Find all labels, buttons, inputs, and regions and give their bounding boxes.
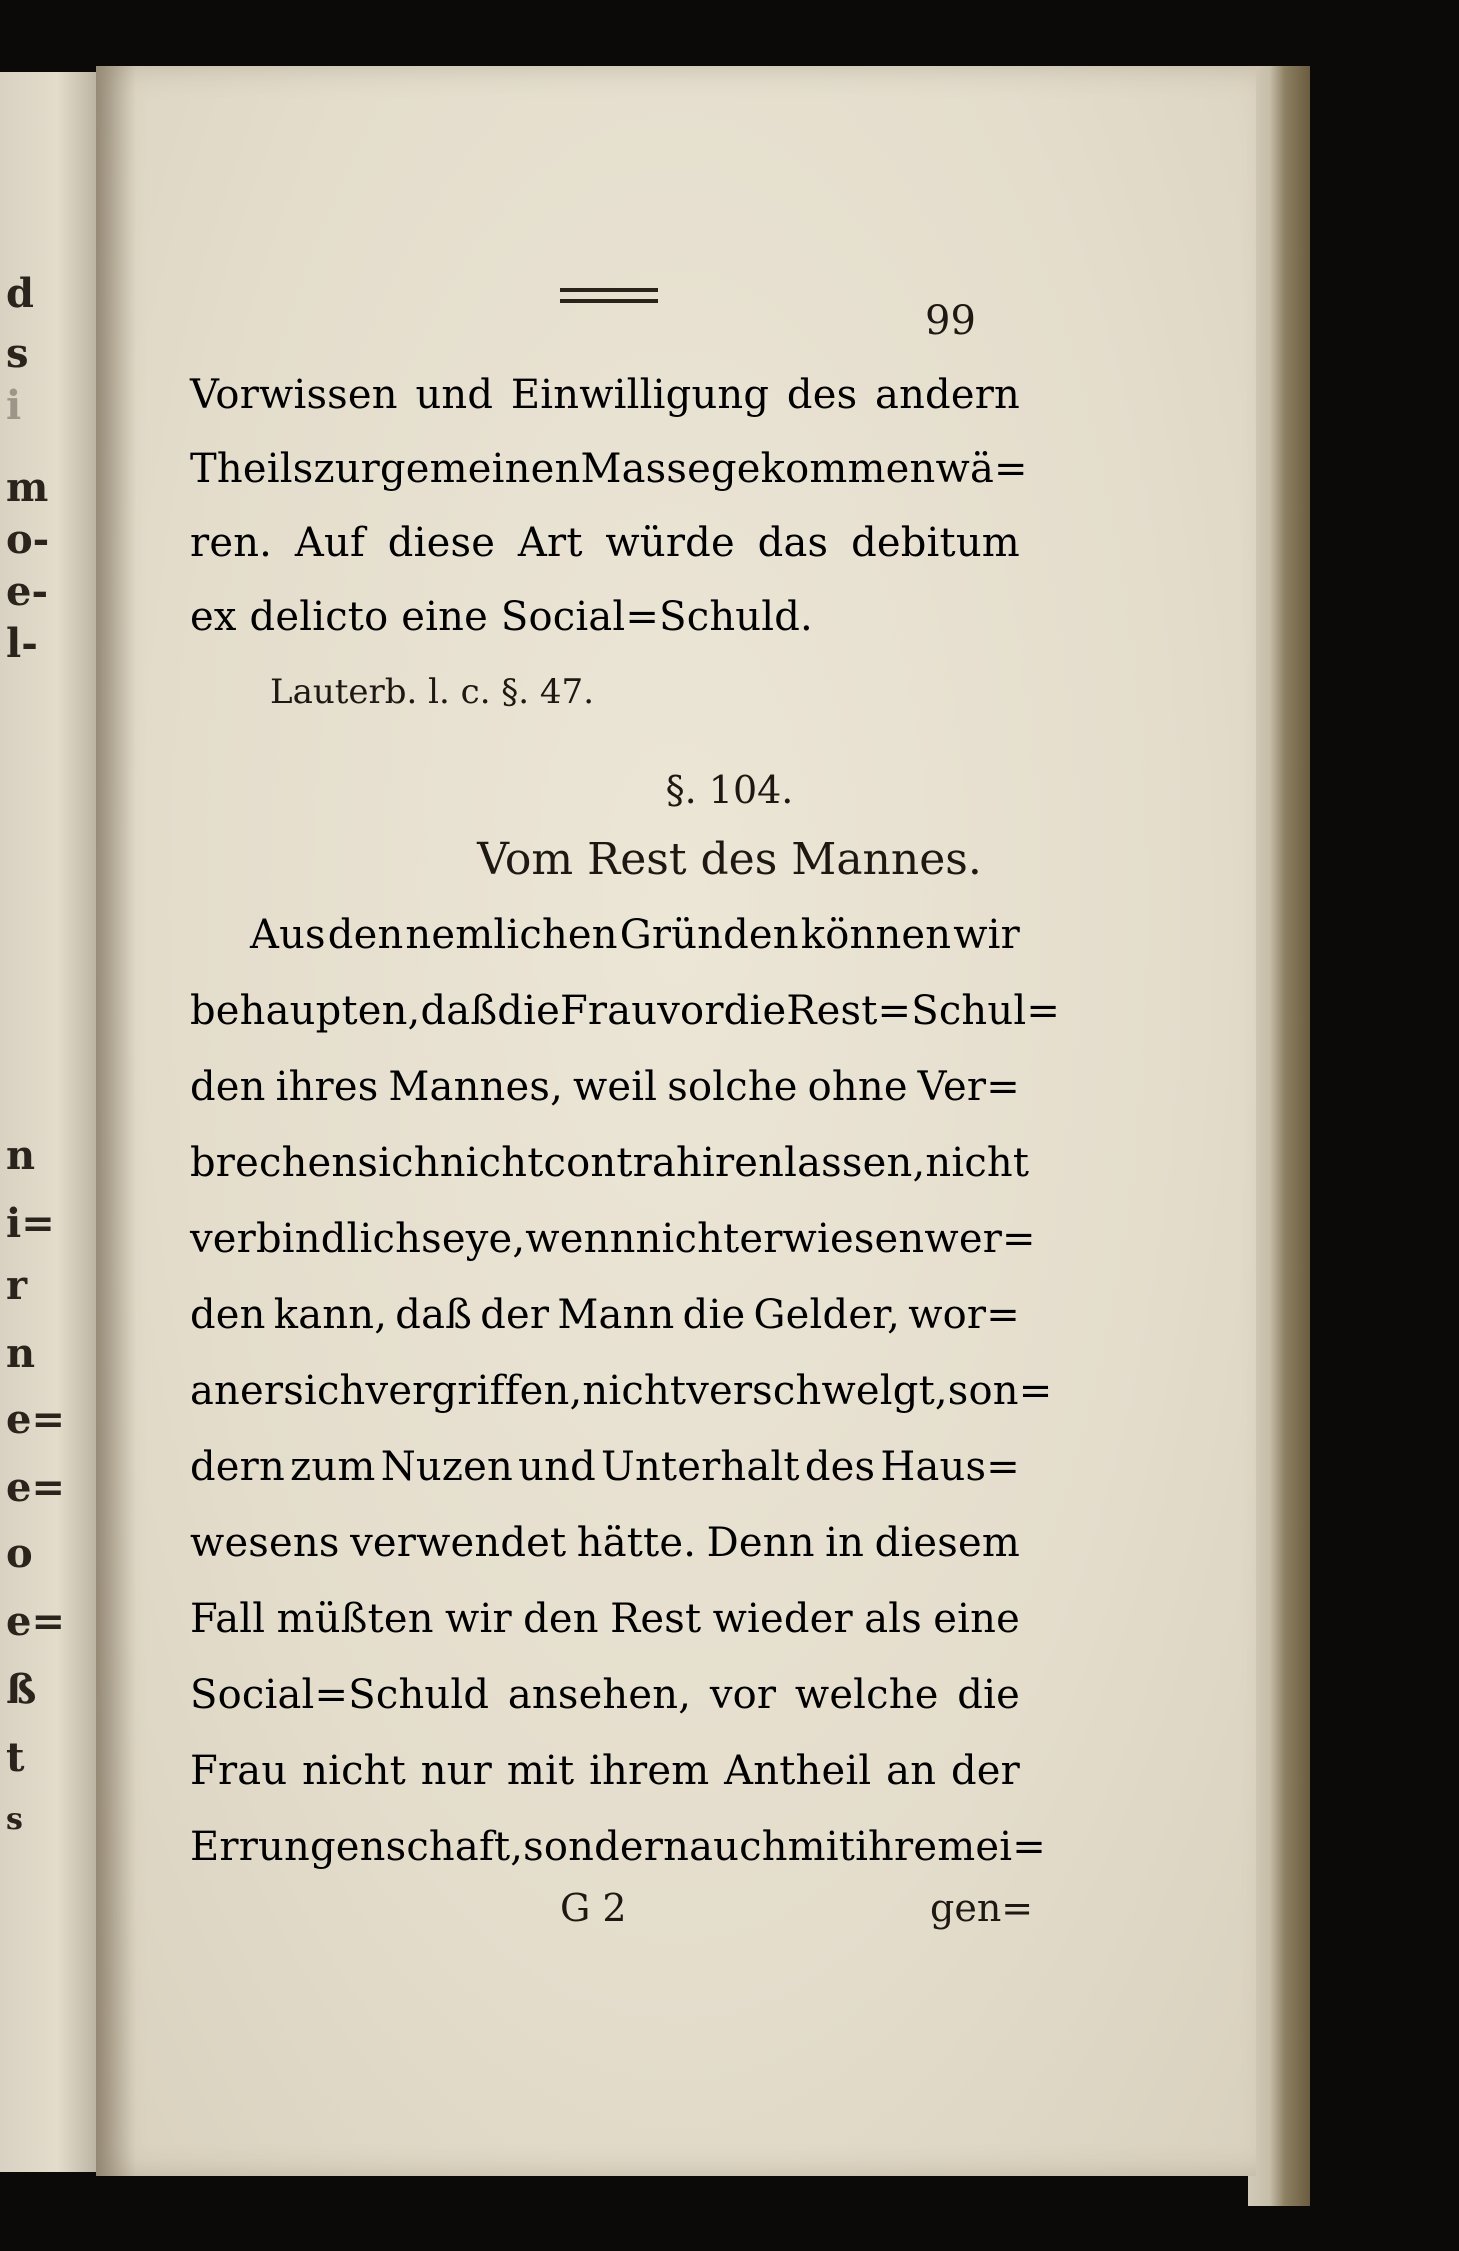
facing-page-fragment: i= [6,1200,55,1247]
facing-page-edge [0,72,96,2172]
facing-page-fragment: o- [6,516,50,563]
page-number: 99 [925,298,976,344]
text-line: dern zum Nuzen und Unterhalt des Haus= [190,1444,1020,1490]
text-line: Vorwissen und Einwilligung des andern [190,372,1020,418]
facing-page-fragment: e= [6,1396,65,1443]
facing-page-fragment: r [6,1262,28,1309]
text-line: Aus den nemlichen Gründen können wir [250,912,1020,958]
spine-shadow [96,66,136,2176]
text-line: verbindlich seye, wenn nicht erwiesen wer= [190,1216,1036,1262]
text-line: Fall müßten wir den Rest wieder als eine [190,1596,1020,1642]
facing-page-fragment: s [6,1802,23,1837]
citation: Lauterb. l. c. §. 47. [270,672,594,712]
facing-page-fragment: e= [6,1464,65,1511]
facing-page-fragment: n [6,1132,36,1179]
signature-mark: G 2 [560,1886,627,1930]
text-line: an er sich vergriffen, nicht verschwelgt, son= [190,1368,1053,1414]
text-line: ren. Auf diese Art würde das debitum [190,520,1020,566]
facing-page-fragment: i [6,382,22,429]
header-double-rule [560,288,658,310]
facing-page-fragment: d [6,270,34,317]
text-line: den kann, daß der Mann die Gelder, wor= [190,1292,1020,1338]
facing-page-fragment: t [6,1734,25,1781]
facing-page-fragment: l- [6,620,38,667]
facing-page-fragment: n [6,1330,36,1377]
text-line: den ihres Mannes, weil solche ohne Ver= [190,1064,1020,1110]
text-line: ex delicto eine Social=Schuld. [190,594,813,640]
text-line: Theils zur gemeinen Masse gekommen wä= [190,446,1028,492]
facing-page-fragment: o [6,1530,33,1577]
facing-page-fragment: m [6,464,49,511]
section-heading: Vom Rest des Mannes. [477,834,982,885]
section-number: §. 104. [665,768,794,812]
facing-page-fragment: s [6,330,29,377]
text-line: Frau nicht nur mit ihrem Antheil an der [190,1748,1020,1794]
catchword: gen= [930,1886,1034,1930]
text-line: Errungenschaft, sondern auch mit ihrem ei= [190,1824,1046,1870]
text-line: wesens verwendet hätte. Denn in diesem [190,1520,1020,1566]
text-line: brechen sich nicht contrahiren lassen, nicht [190,1140,1030,1186]
text-line: behaupten, daß die Frau vor die Rest=Schul= [190,988,1061,1034]
facing-page-fragment: ß [6,1666,37,1713]
text-line: Social=Schuld ansehen, vor welche die [190,1672,1020,1718]
facing-page-fragment: e- [6,568,49,615]
facing-page-fragment: e= [6,1598,65,1645]
page-edge-stack [1248,66,1310,2206]
